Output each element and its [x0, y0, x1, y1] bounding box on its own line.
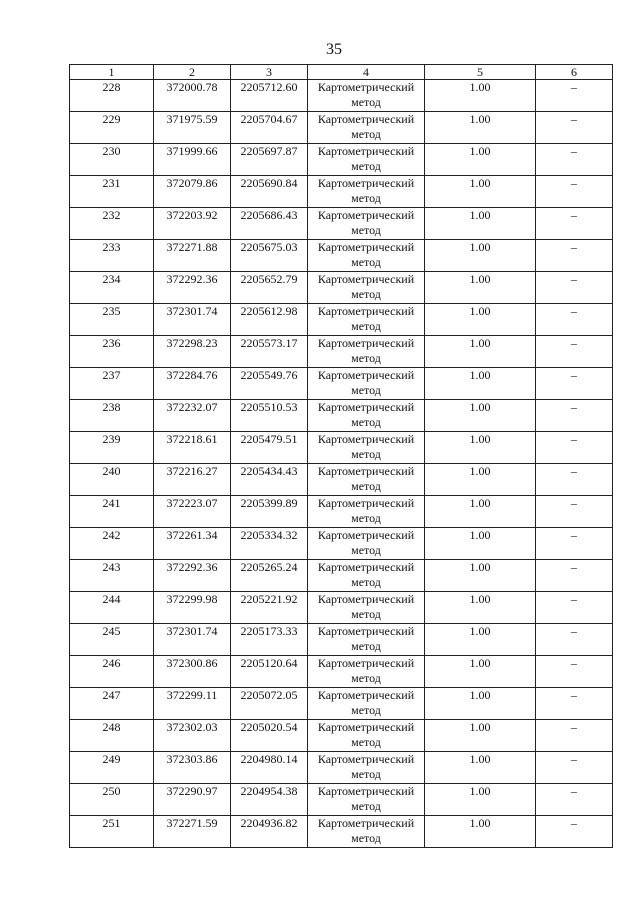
- method-cell: [308, 656, 425, 688]
- method-line-2: метод: [351, 639, 381, 653]
- method-cell: [308, 464, 425, 496]
- y-coordinate-cell: 2205690.84: [231, 176, 308, 208]
- note-cell: –: [536, 176, 613, 208]
- method-line-2: метод: [351, 287, 381, 301]
- column-header: 2: [154, 65, 231, 80]
- method-line-1: Картометрический: [317, 624, 415, 638]
- method-line-2: метод: [351, 191, 381, 205]
- table-row: [70, 816, 613, 848]
- table-row: [70, 432, 613, 464]
- accuracy-cell: 1.00: [425, 592, 536, 624]
- method-cell: [308, 112, 425, 144]
- method-cell: [308, 560, 425, 592]
- table-row: [70, 656, 613, 688]
- note-cell: –: [536, 208, 613, 240]
- y-coordinate-cell: 2205434.43: [231, 464, 308, 496]
- y-coordinate-cell: 2205510.53: [231, 400, 308, 432]
- note-cell: –: [536, 752, 613, 784]
- note-cell: –: [536, 240, 613, 272]
- point-number-cell: 233: [70, 240, 154, 272]
- point-number-cell: 232: [70, 208, 154, 240]
- y-coordinate-cell: 2205712.60: [231, 80, 308, 112]
- point-number-cell: 244: [70, 592, 154, 624]
- y-coordinate-cell: 2205120.64: [231, 656, 308, 688]
- method-line-1: Картометрический: [317, 304, 415, 318]
- method-line-2: метод: [351, 575, 381, 589]
- note-cell: –: [536, 80, 613, 112]
- method-line-1: Картометрический: [317, 592, 415, 606]
- method-line-1: Картометрический: [317, 656, 415, 670]
- point-number-cell: 228: [70, 80, 154, 112]
- x-coordinate-cell: 372203.92: [154, 208, 231, 240]
- point-number-cell: 245: [70, 624, 154, 656]
- accuracy-cell: 1.00: [425, 336, 536, 368]
- method-line-1: Картометрический: [317, 400, 415, 414]
- method-line-2: метод: [351, 127, 381, 141]
- accuracy-cell: 1.00: [425, 688, 536, 720]
- x-coordinate-cell: 372261.34: [154, 528, 231, 560]
- note-cell: –: [536, 560, 613, 592]
- note-cell: –: [536, 624, 613, 656]
- point-number-cell: 234: [70, 272, 154, 304]
- note-cell: –: [536, 368, 613, 400]
- accuracy-cell: 1.00: [425, 176, 536, 208]
- accuracy-cell: 1.00: [425, 368, 536, 400]
- accuracy-cell: 1.00: [425, 208, 536, 240]
- table-row: [70, 336, 613, 368]
- method-cell: [308, 176, 425, 208]
- method-cell: [308, 80, 425, 112]
- method-line-2: метод: [351, 703, 381, 717]
- point-number-cell: 240: [70, 464, 154, 496]
- y-coordinate-cell: 2205697.87: [231, 144, 308, 176]
- x-coordinate-cell: 372232.07: [154, 400, 231, 432]
- x-coordinate-cell: 372216.27: [154, 464, 231, 496]
- accuracy-cell: 1.00: [425, 304, 536, 336]
- y-coordinate-cell: 2205549.76: [231, 368, 308, 400]
- y-coordinate-cell: 2205675.03: [231, 240, 308, 272]
- method-line-1: Картометрический: [317, 144, 415, 158]
- method-line-1: Картометрический: [317, 720, 415, 734]
- point-number-cell: 236: [70, 336, 154, 368]
- method-line-2: метод: [351, 351, 381, 365]
- x-coordinate-cell: 372301.74: [154, 624, 231, 656]
- y-coordinate-cell: 2204954.38: [231, 784, 308, 816]
- y-coordinate-cell: 2205334.32: [231, 528, 308, 560]
- note-cell: –: [536, 144, 613, 176]
- point-number-cell: 242: [70, 528, 154, 560]
- x-coordinate-cell: 372079.86: [154, 176, 231, 208]
- method-cell: [308, 784, 425, 816]
- note-cell: –: [536, 272, 613, 304]
- point-number-cell: 243: [70, 560, 154, 592]
- column-header: 3: [231, 65, 308, 80]
- table-row: [70, 688, 613, 720]
- method-line-1: Картометрический: [317, 688, 415, 702]
- table-row: [70, 400, 613, 432]
- table-row: [70, 144, 613, 176]
- y-coordinate-cell: 2205265.24: [231, 560, 308, 592]
- method-line-2: метод: [351, 255, 381, 269]
- x-coordinate-cell: 372271.59: [154, 816, 231, 848]
- method-cell: [308, 144, 425, 176]
- method-line-1: Картометрический: [317, 496, 415, 510]
- method-cell: [308, 752, 425, 784]
- accuracy-cell: 1.00: [425, 432, 536, 464]
- point-number-cell: 246: [70, 656, 154, 688]
- table-row: [70, 464, 613, 496]
- y-coordinate-cell: 2205686.43: [231, 208, 308, 240]
- table-row: [70, 752, 613, 784]
- method-cell: [308, 304, 425, 336]
- method-line-1: Картометрический: [317, 240, 415, 254]
- table-row: [70, 208, 613, 240]
- note-cell: –: [536, 336, 613, 368]
- y-coordinate-cell: 2205652.79: [231, 272, 308, 304]
- accuracy-cell: 1.00: [425, 272, 536, 304]
- method-line-2: метод: [351, 447, 381, 461]
- method-cell: [308, 208, 425, 240]
- method-cell: [308, 272, 425, 304]
- accuracy-cell: 1.00: [425, 464, 536, 496]
- x-coordinate-cell: 372000.78: [154, 80, 231, 112]
- method-line-1: Картометрический: [317, 336, 415, 350]
- point-number-cell: 249: [70, 752, 154, 784]
- x-coordinate-cell: 372299.98: [154, 592, 231, 624]
- method-line-1: Картометрический: [317, 560, 415, 574]
- method-line-2: метод: [351, 767, 381, 781]
- method-line-1: Картометрический: [317, 816, 415, 830]
- table-row: [70, 304, 613, 336]
- table-row: [70, 784, 613, 816]
- method-cell: [308, 400, 425, 432]
- point-number-cell: 237: [70, 368, 154, 400]
- accuracy-cell: 1.00: [425, 112, 536, 144]
- y-coordinate-cell: 2205399.89: [231, 496, 308, 528]
- x-coordinate-cell: 372302.03: [154, 720, 231, 752]
- method-line-1: Картометрический: [317, 176, 415, 190]
- note-cell: –: [536, 400, 613, 432]
- accuracy-cell: 1.00: [425, 80, 536, 112]
- column-header: 1: [70, 65, 154, 80]
- method-cell: [308, 336, 425, 368]
- point-number-cell: 241: [70, 496, 154, 528]
- accuracy-cell: 1.00: [425, 144, 536, 176]
- table-row: [70, 80, 613, 112]
- table-row: [70, 528, 613, 560]
- method-cell: [308, 592, 425, 624]
- note-cell: –: [536, 496, 613, 528]
- column-header: 5: [425, 65, 536, 80]
- point-number-cell: 238: [70, 400, 154, 432]
- method-cell: [308, 496, 425, 528]
- table-body: [70, 80, 613, 848]
- accuracy-cell: 1.00: [425, 720, 536, 752]
- table-row: [70, 368, 613, 400]
- accuracy-cell: 1.00: [425, 752, 536, 784]
- method-line-2: метод: [351, 607, 381, 621]
- note-cell: –: [536, 784, 613, 816]
- table-row: [70, 496, 613, 528]
- table-row: [70, 112, 613, 144]
- x-coordinate-cell: 372300.86: [154, 656, 231, 688]
- page-number: 35: [326, 41, 342, 58]
- table-row: [70, 592, 613, 624]
- method-cell: [308, 720, 425, 752]
- note-cell: –: [536, 464, 613, 496]
- point-number-cell: 231: [70, 176, 154, 208]
- note-cell: –: [536, 432, 613, 464]
- method-cell: [308, 368, 425, 400]
- y-coordinate-cell: 2205020.54: [231, 720, 308, 752]
- table-header: [70, 65, 613, 80]
- method-line-2: метод: [351, 383, 381, 397]
- table-row: [70, 176, 613, 208]
- method-line-1: Картометрический: [317, 272, 415, 286]
- note-cell: –: [536, 720, 613, 752]
- method-line-1: Картометрический: [317, 528, 415, 542]
- accuracy-cell: 1.00: [425, 816, 536, 848]
- method-cell: [308, 688, 425, 720]
- column-header: 4: [308, 65, 425, 80]
- method-line-1: Картометрический: [317, 784, 415, 798]
- table-row: [70, 272, 613, 304]
- method-line-2: метод: [351, 479, 381, 493]
- y-coordinate-cell: 2205573.17: [231, 336, 308, 368]
- y-coordinate-cell: 2205479.51: [231, 432, 308, 464]
- y-coordinate-cell: 2205173.33: [231, 624, 308, 656]
- accuracy-cell: 1.00: [425, 784, 536, 816]
- y-coordinate-cell: 2205704.67: [231, 112, 308, 144]
- x-coordinate-cell: 372292.36: [154, 272, 231, 304]
- coordinates-table: [69, 64, 613, 848]
- note-cell: –: [536, 592, 613, 624]
- accuracy-cell: 1.00: [425, 560, 536, 592]
- method-line-2: метод: [351, 671, 381, 685]
- method-line-2: метод: [351, 95, 381, 109]
- method-line-2: метод: [351, 223, 381, 237]
- point-number-cell: 235: [70, 304, 154, 336]
- point-number-cell: 239: [70, 432, 154, 464]
- method-line-1: Картометрический: [317, 208, 415, 222]
- y-coordinate-cell: 2204980.14: [231, 752, 308, 784]
- method-cell: [308, 240, 425, 272]
- table-row: [70, 720, 613, 752]
- method-line-2: метод: [351, 319, 381, 333]
- note-cell: –: [536, 112, 613, 144]
- x-coordinate-cell: 372290.97: [154, 784, 231, 816]
- method-line-2: метод: [351, 831, 381, 845]
- method-cell: [308, 528, 425, 560]
- method-line-2: метод: [351, 543, 381, 557]
- method-cell: [308, 816, 425, 848]
- y-coordinate-cell: 2204936.82: [231, 816, 308, 848]
- method-line-1: Картометрический: [317, 464, 415, 478]
- table-row: [70, 560, 613, 592]
- table-row: [70, 624, 613, 656]
- method-line-1: Картометрический: [317, 368, 415, 382]
- point-number-cell: 229: [70, 112, 154, 144]
- method-line-2: метод: [351, 511, 381, 525]
- table-row: [70, 240, 613, 272]
- note-cell: –: [536, 304, 613, 336]
- method-line-1: Картометрический: [317, 80, 415, 94]
- accuracy-cell: 1.00: [425, 400, 536, 432]
- method-cell: [308, 432, 425, 464]
- x-coordinate-cell: 372298.23: [154, 336, 231, 368]
- note-cell: –: [536, 656, 613, 688]
- column-header: 6: [536, 65, 613, 80]
- note-cell: –: [536, 688, 613, 720]
- accuracy-cell: 1.00: [425, 624, 536, 656]
- point-number-cell: 248: [70, 720, 154, 752]
- x-coordinate-cell: 372271.88: [154, 240, 231, 272]
- x-coordinate-cell: 372218.61: [154, 432, 231, 464]
- accuracy-cell: 1.00: [425, 656, 536, 688]
- point-number-cell: 251: [70, 816, 154, 848]
- x-coordinate-cell: 372301.74: [154, 304, 231, 336]
- x-coordinate-cell: 372303.86: [154, 752, 231, 784]
- accuracy-cell: 1.00: [425, 240, 536, 272]
- method-line-2: метод: [351, 735, 381, 749]
- x-coordinate-cell: 371999.66: [154, 144, 231, 176]
- note-cell: –: [536, 528, 613, 560]
- note-cell: –: [536, 816, 613, 848]
- point-number-cell: 250: [70, 784, 154, 816]
- header-row: [70, 65, 613, 80]
- method-line-2: метод: [351, 415, 381, 429]
- method-line-1: Картометрический: [317, 752, 415, 766]
- x-coordinate-cell: 372223.07: [154, 496, 231, 528]
- accuracy-cell: 1.00: [425, 496, 536, 528]
- x-coordinate-cell: 372299.11: [154, 688, 231, 720]
- y-coordinate-cell: 2205612.98: [231, 304, 308, 336]
- x-coordinate-cell: 372284.76: [154, 368, 231, 400]
- method-line-2: метод: [351, 799, 381, 813]
- method-cell: [308, 624, 425, 656]
- method-line-1: Картометрический: [317, 432, 415, 446]
- point-number-cell: 247: [70, 688, 154, 720]
- method-line-2: метод: [351, 159, 381, 173]
- y-coordinate-cell: 2205072.05: [231, 688, 308, 720]
- accuracy-cell: 1.00: [425, 528, 536, 560]
- x-coordinate-cell: 372292.36: [154, 560, 231, 592]
- method-line-1: Картометрический: [317, 112, 415, 126]
- point-number-cell: 230: [70, 144, 154, 176]
- y-coordinate-cell: 2205221.92: [231, 592, 308, 624]
- x-coordinate-cell: 371975.59: [154, 112, 231, 144]
